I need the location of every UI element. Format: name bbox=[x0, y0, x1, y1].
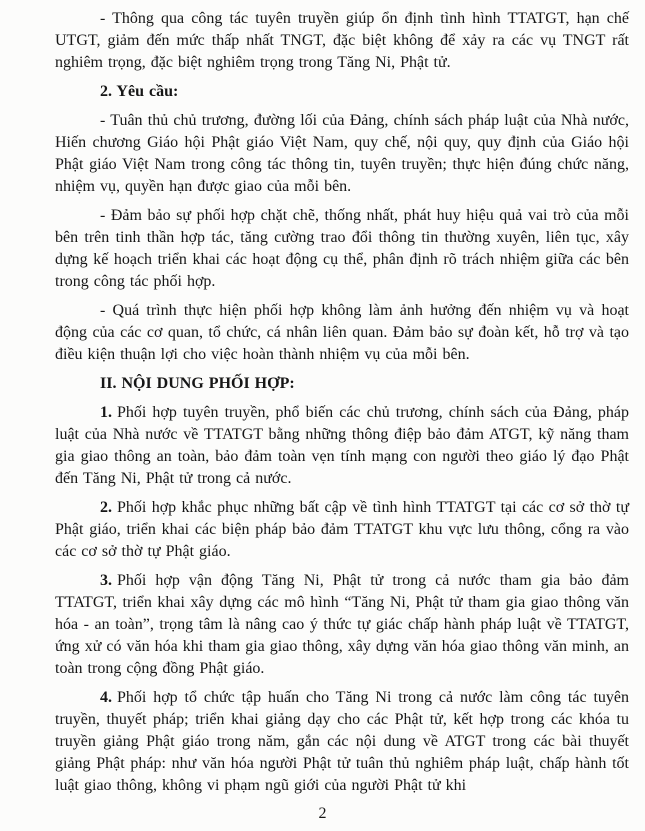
paragraph bbox=[55, 402, 629, 490]
paragraph bbox=[55, 205, 629, 293]
paragraph-text: Phối hợp tổ chức tập huấn cho Tăng Ni trong cả nước làm công tác tuyên truyền, thuyết pháp; triển khai giảng dạy cho các Phật tử, kết hợp trong các khóa tu truyền giảng Phật giáo trong năm, gắn các nội dung về ATGT trong các bài thuyết giảng Phật pháp: như văn hóa người Phật tử tuân thủ nghiêm pháp luật, chấp hành tốt luật giao thông, không vi phạm ngũ giới của người Phật tử khi bbox=[55, 689, 629, 794]
section-heading-text: 2. Yêu cầu: bbox=[100, 83, 179, 100]
paragraph-text: Phối hợp tuyên truyền, phổ biến các chủ trương, chính sách của Đảng, pháp luật của Nhà nước về TTATGT bằng những thông điệp bảo đảm ATGT, kỹ năng tham gia giao thông an toàn, bảo đảm toàn vẹn tính mạng con người theo giáo lý đạo Phật đến Tăng Ni, Phật tử trong cả nước. bbox=[55, 404, 629, 487]
page-number: 2 bbox=[318, 805, 327, 822]
paragraph-text: - Đảm bảo sự phối hợp chặt chẽ, thống nhất, phát huy hiệu quả vai trò của mỗi bên trên tinh thần hợp tác, tăng cường trao đổi thông tin thường xuyên, liên tục, xây dựng kế hoạch triển khai các hoạt động cụ thể, phân định rõ trách nhiệm giữa các bên trong công tác phối hợp. bbox=[55, 207, 629, 290]
section-heading bbox=[55, 81, 629, 103]
paragraph bbox=[55, 300, 629, 366]
paragraph bbox=[55, 110, 629, 198]
paragraph-text: Phối hợp vận động Tăng Ni, Phật tử trong cả nước tham gia bảo đảm TTATGT, triển khai xây dựng các mô hình “Tăng Ni, Phật tử tham gia giao thông văn hóa - an toàn”, trọng tâm là nâng cao ý thức tự giác chấp hành pháp luật về TTATGT, ứng xử có văn hóa khi tham gia giao thông, xây dựng văn hóa giao thông văn minh, an toàn trong cộng đồng Phật giáo. bbox=[55, 572, 629, 677]
paragraph bbox=[55, 570, 629, 680]
paragraph-text: Phối hợp khắc phục những bất cập về tình hình TTATGT tại các cơ sở thờ tự Phật giáo, triển khai các biện pháp bảo đảm TTATGT khu vực lưu thông, cổng ra vào các cơ sở thờ tự Phật giáo. bbox=[55, 499, 629, 560]
paragraph bbox=[55, 8, 629, 74]
paragraph-text: - Tuân thủ chủ trương, đường lối của Đảng, chính sách pháp luật của Nhà nước, Hiến chương Giáo hội Phật giáo Việt Nam, quy chế, nội quy, quy định của Giáo hội Phật giáo Việt Nam trong công tác thông tin, tuyên truyền; thực hiện đúng chức năng, nhiệm vụ, quyền hạn được giao của mỗi bên. bbox=[55, 112, 629, 195]
paragraph bbox=[55, 687, 629, 797]
paragraph-text: - Quá trình thực hiện phối hợp không làm ảnh hưởng đến nhiệm vụ và hoạt động của các cơ quan, tổ chức, cá nhân liên quan. Đảm bảo sự đoàn kết, hỗ trợ và tạo điều kiện thuận lợi cho việc hoàn thành nhiệm vụ của mỗi bên. bbox=[55, 302, 629, 363]
paragraph-number: 4. bbox=[100, 689, 112, 706]
paragraph-text: - Thông qua công tác tuyên truyền giúp ổn định tình hình TTATGT, hạn chế UTGT, giảm đến mức thấp nhất TNGT, đặc biệt không để xảy ra các vụ TNGT rất nghiêm trọng, đặc biệt nghiêm trọng trong Tăng Ni, Phật tử. bbox=[55, 10, 629, 71]
paragraph bbox=[55, 497, 629, 563]
paragraph-number: 2. bbox=[100, 499, 112, 516]
section-heading-text: II. NỘI DUNG PHỐI HỢP: bbox=[100, 375, 295, 392]
paragraph-number: 3. bbox=[100, 572, 112, 589]
paragraph-number: 1. bbox=[100, 404, 112, 421]
section-heading bbox=[55, 373, 629, 395]
document-body bbox=[55, 8, 629, 797]
